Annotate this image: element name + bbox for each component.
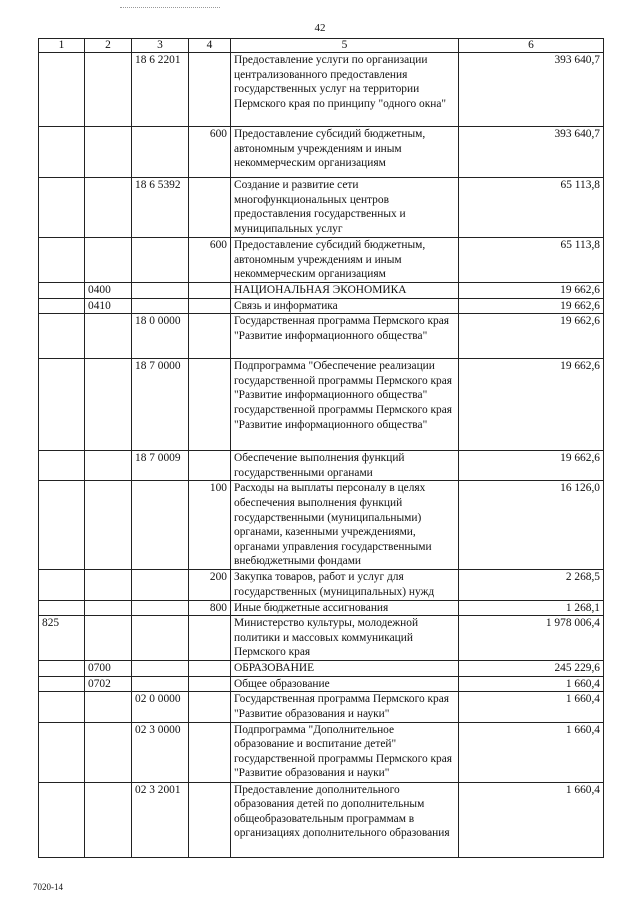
cell-description: Министерство культуры, молодежной политики и массовых коммуникаций Пермского края [231, 616, 459, 661]
cell-description: Общее образование [231, 676, 459, 692]
cell-amount: 393 640,7 [459, 53, 604, 127]
cell-description: Государственная программа Пермского края "Развитие образования и науки" [231, 692, 459, 722]
cell-section [85, 359, 132, 451]
cell-target-article [132, 298, 189, 314]
cell-expense-type [189, 661, 231, 677]
table-row [39, 238, 604, 283]
cell-target-article: 02 3 0000 [132, 722, 189, 782]
cell-amount: 2 268,5 [459, 570, 604, 600]
cell-ministry-code [39, 782, 85, 857]
cell-expense-type [189, 359, 231, 451]
cell-description: Подпрограмма "Дополнительное образование и воспитание детей" государственной программы Пермского края "Развитие образования и науки" [231, 722, 459, 782]
col-header-3: 3 [132, 39, 189, 53]
cell-amount: 65 113,8 [459, 178, 604, 238]
cell-expense-type: 800 [189, 600, 231, 616]
cell-section [85, 600, 132, 616]
cell-target-article [132, 570, 189, 600]
cell-target-article: 02 3 2001 [132, 782, 189, 857]
table-row [39, 298, 604, 314]
col-header-2: 2 [85, 39, 132, 53]
cell-description: Предоставление субсидий бюджетным, автономным учреждениям и иным некоммерческим организациям [231, 127, 459, 178]
cell-amount: 19 662,6 [459, 359, 604, 451]
cell-expense-type [189, 676, 231, 692]
cell-expense-type [189, 53, 231, 127]
cell-target-article: 02 0 0000 [132, 692, 189, 722]
cell-description: Обеспечение выполнения функций государственными органами [231, 451, 459, 481]
col-header-6: 6 [459, 39, 604, 53]
cell-amount: 1 978 006,4 [459, 616, 604, 661]
table-row [39, 600, 604, 616]
cell-section: 0702 [85, 676, 132, 692]
table-row [39, 178, 604, 238]
table-row [39, 481, 604, 570]
cell-ministry-code: 825 [39, 616, 85, 661]
cell-expense-type [189, 298, 231, 314]
cell-ministry-code [39, 359, 85, 451]
cell-ministry-code [39, 314, 85, 359]
cell-section [85, 481, 132, 570]
cell-description: ОБРАЗОВАНИЕ [231, 661, 459, 677]
col-header-5: 5 [231, 39, 459, 53]
table-row [39, 722, 604, 782]
cell-ministry-code [39, 451, 85, 481]
cell-target-article: 18 6 2201 [132, 53, 189, 127]
scan-artifact [120, 7, 220, 10]
table-row [39, 359, 604, 451]
table-row [39, 692, 604, 722]
cell-expense-type: 200 [189, 570, 231, 600]
cell-description: Иные бюджетные ассигнования [231, 600, 459, 616]
table-row [39, 314, 604, 359]
cell-target-article: 18 7 0000 [132, 359, 189, 451]
cell-amount: 1 660,4 [459, 692, 604, 722]
cell-amount: 1 660,4 [459, 782, 604, 857]
cell-ministry-code [39, 600, 85, 616]
cell-ministry-code [39, 178, 85, 238]
cell-target-article [132, 616, 189, 661]
cell-section [85, 127, 132, 178]
cell-section [85, 722, 132, 782]
cell-target-article [132, 600, 189, 616]
cell-description: Предоставление дополнительного образования детей по дополнительным общеобразовательным программам в организациях дополнительного образования [231, 782, 459, 857]
cell-target-article [132, 676, 189, 692]
table-row [39, 53, 604, 127]
cell-expense-type: 600 [189, 127, 231, 178]
cell-section: 0700 [85, 661, 132, 677]
col-header-4: 4 [189, 39, 231, 53]
col-header-1: 1 [39, 39, 85, 53]
cell-ministry-code [39, 481, 85, 570]
table-row [39, 283, 604, 299]
cell-amount: 16 126,0 [459, 481, 604, 570]
cell-amount: 245 229,6 [459, 661, 604, 677]
cell-description: Создание и развитие сети многофункциональных центров предоставления государственных и муниципальных услуг [231, 178, 459, 238]
cell-expense-type [189, 283, 231, 299]
cell-description: Связь и информатика [231, 298, 459, 314]
cell-expense-type [189, 692, 231, 722]
table-row [39, 127, 604, 178]
cell-ministry-code [39, 722, 85, 782]
cell-amount: 1 660,4 [459, 722, 604, 782]
cell-expense-type [189, 616, 231, 661]
cell-description: Предоставление субсидий бюджетным, автономным учреждениям и иным некоммерческим организациям [231, 238, 459, 283]
cell-section [85, 616, 132, 661]
cell-expense-type: 100 [189, 481, 231, 570]
table-row [39, 676, 604, 692]
cell-section [85, 782, 132, 857]
cell-section: 0400 [85, 283, 132, 299]
cell-ministry-code [39, 283, 85, 299]
cell-ministry-code [39, 53, 85, 127]
cell-ministry-code [39, 676, 85, 692]
cell-target-article [132, 127, 189, 178]
cell-target-article: 18 6 5392 [132, 178, 189, 238]
cell-amount: 19 662,6 [459, 451, 604, 481]
cell-ministry-code [39, 692, 85, 722]
table-row [39, 782, 604, 857]
table-row [39, 661, 604, 677]
cell-section [85, 692, 132, 722]
cell-target-article [132, 661, 189, 677]
cell-amount: 1 660,4 [459, 676, 604, 692]
page-number: 42 [314, 22, 326, 34]
cell-description: Закупка товаров, работ и услуг для государственных (муниципальных) нужд [231, 570, 459, 600]
table-row [39, 451, 604, 481]
cell-description: Предоставление услуги по организации централизованного предоставления государственных услуг на территории Пермского края по принципу "одного окна" [231, 53, 459, 127]
cell-amount: 393 640,7 [459, 127, 604, 178]
cell-section [85, 178, 132, 238]
cell-ministry-code [39, 238, 85, 283]
document-code: 7020-14 [33, 882, 63, 892]
cell-target-article: 18 7 0009 [132, 451, 189, 481]
cell-ministry-code [39, 661, 85, 677]
cell-target-article [132, 238, 189, 283]
cell-amount: 1 268,1 [459, 600, 604, 616]
cell-amount: 65 113,8 [459, 238, 604, 283]
cell-ministry-code [39, 127, 85, 178]
table-row [39, 616, 604, 661]
cell-expense-type [189, 314, 231, 359]
cell-description: Государственная программа Пермского края "Развитие информационного общества" [231, 314, 459, 359]
cell-section: 0410 [85, 298, 132, 314]
cell-amount: 19 662,6 [459, 298, 604, 314]
cell-description: Расходы на выплаты персоналу в целях обеспечения выполнения функций государственными (муниципальными) органами, казенными учреждениями, органами управления государственными внебюджетными фондами [231, 481, 459, 570]
cell-amount: 19 662,6 [459, 314, 604, 359]
cell-ministry-code [39, 298, 85, 314]
cell-expense-type: 600 [189, 238, 231, 283]
cell-expense-type [189, 451, 231, 481]
cell-expense-type [189, 722, 231, 782]
table-row [39, 570, 604, 600]
cell-section [85, 238, 132, 283]
cell-description: НАЦИОНАЛЬНАЯ ЭКОНОМИКА [231, 283, 459, 299]
cell-section [85, 451, 132, 481]
cell-section [85, 53, 132, 127]
header-row [39, 39, 604, 53]
cell-section [85, 314, 132, 359]
cell-target-article: 18 0 0000 [132, 314, 189, 359]
cell-expense-type [189, 782, 231, 857]
cell-section [85, 570, 132, 600]
cell-description: Подпрограмма "Обеспечение реализации государственной программы Пермского края "Развитие информационного общества" государственной программы Пермского края "Развитие информационного общества" [231, 359, 459, 451]
cell-expense-type [189, 178, 231, 238]
budget-table [38, 38, 604, 858]
cell-ministry-code [39, 570, 85, 600]
cell-amount: 19 662,6 [459, 283, 604, 299]
cell-target-article [132, 481, 189, 570]
cell-target-article [132, 283, 189, 299]
